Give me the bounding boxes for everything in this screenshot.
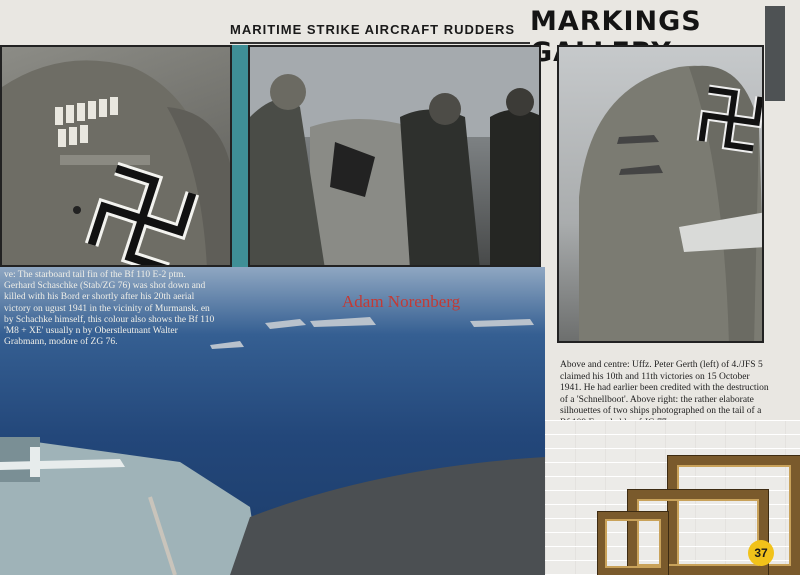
gallery-title: MARKINGS: [530, 6, 702, 37]
page-number: 37: [754, 546, 768, 560]
bf109-tail-photo: [557, 45, 764, 343]
left-photo-caption: ve: The starboard tail fin of the Bf 110 E-2 ptm. Gerhard Schaschke (Stab/ZG 76) was shot down and killed with his Bord er shortly after his 20th aerial victory on ugust 1941 in the vicinity of Murmansk. en by Schachke himself, this colour also shows the Bf 110 'M8 + XE' usually n by Oberstleutnant Walter Grabmann, modore of ZG 76.: [4, 270, 215, 348]
watermark: Adam Norenberg: [342, 292, 461, 311]
pilot-group-photo: [248, 45, 541, 267]
bf109-tail-illustration: [559, 47, 764, 343]
section-title: MARITIME STRIKE AIRCRAFT RUDDERS: [230, 22, 516, 37]
pilot-group-illustration: [250, 47, 541, 267]
picture-frame-decoration: [598, 512, 668, 575]
header-rule: [230, 42, 530, 44]
right-photo-caption: Above and centre: Uffz. Peter Gerth (left) of 4./JFS 5 claimed his 10th and 11th victories on 15 October 1941. He had earlier been credited with the destruction of a 'Schnellboot'. Above right: the rather elaborate silhouettes of two ships photographed on the tail of a: [560, 360, 769, 416]
page-number-badge: [748, 540, 774, 566]
tail-fin-illustration: [2, 47, 232, 267]
tail-fin-photo: [0, 45, 232, 267]
teal-accent-band: [232, 45, 248, 270]
